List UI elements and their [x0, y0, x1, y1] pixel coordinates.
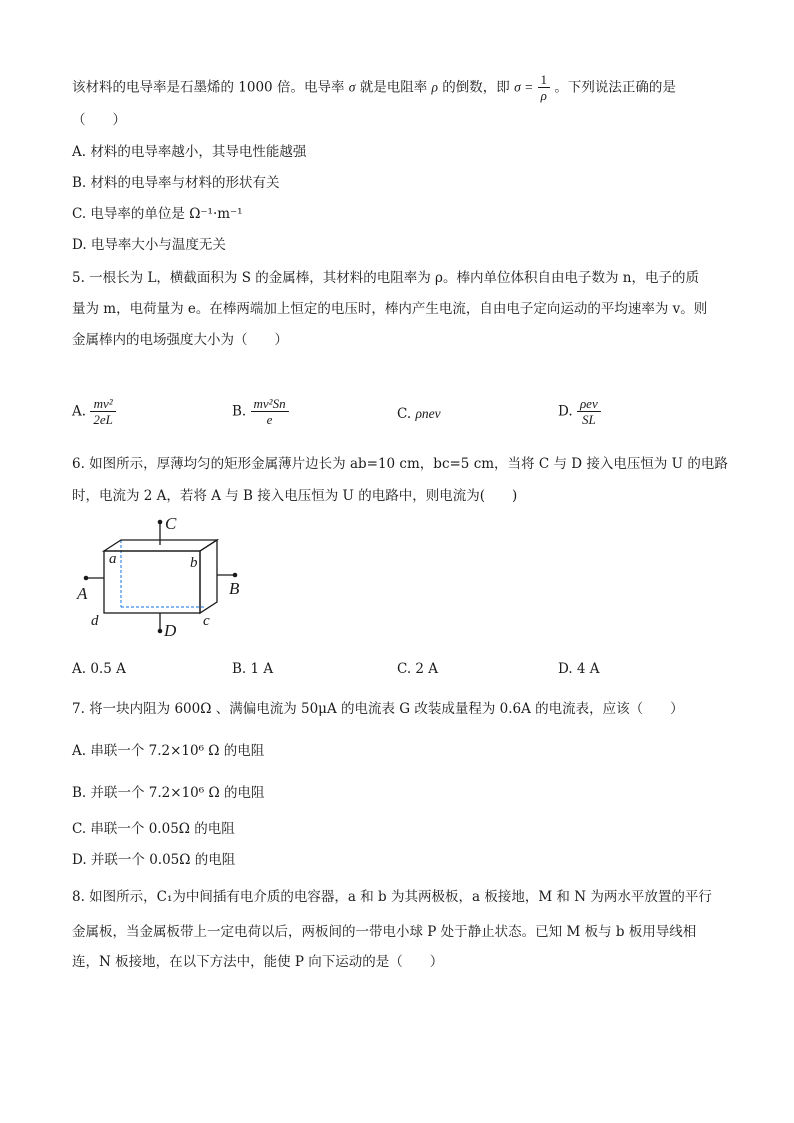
q4-sigma: σ [348, 79, 356, 95]
q4-formula-denominator: ρ [540, 88, 547, 103]
label-c: c [203, 613, 210, 629]
plate-front-face [104, 551, 200, 613]
label-B: B [229, 579, 240, 598]
q4-option-d[interactable]: D. 电导率大小与温度无关 [72, 237, 226, 253]
plate-right-face [200, 540, 217, 613]
q7-option-a[interactable]: A. 串联一个 7.2×10⁶ Ω 的电阻 [72, 743, 265, 759]
label-A: A [77, 584, 88, 603]
q5-option-d-numerator: ρev [577, 396, 601, 412]
q4-option-a[interactable]: A. 材料的电导率越小，其导电性能越强 [72, 144, 307, 160]
q6-option-b[interactable]: B. 1 A [232, 661, 274, 677]
q4-option-b[interactable]: B. 材料的电导率与材料的形状有关 [72, 175, 280, 191]
q6-option-d[interactable]: D. 4 A [558, 661, 600, 677]
label-C: C [165, 514, 177, 533]
q4-option-c[interactable]: C. 电导率的单位是 Ω⁻¹·m⁻¹ [72, 206, 243, 222]
q5-option-b-numerator: mv²Sn [251, 396, 289, 412]
label-d: d [91, 613, 99, 629]
q5-option-a-label: A. [72, 403, 87, 420]
q4-stem [72, 72, 676, 104]
q4-formula-numerator: 1 [538, 72, 551, 88]
q5-option-a-numerator: mv² [90, 396, 116, 412]
label-b: b [190, 555, 198, 571]
q5-stem-line3: 金属棒内的电场强度大小为（ ） [72, 332, 288, 348]
q5-option-d-fraction [577, 396, 601, 428]
terminal-d-dot [158, 629, 163, 634]
q6-option-c[interactable]: C. 2 A [397, 661, 439, 677]
q4-formula-fraction [538, 72, 551, 104]
q4-answer-blank: （ ） [72, 112, 126, 128]
q7-option-c[interactable]: C. 串联一个 0.05Ω 的电阻 [72, 821, 235, 837]
q5-option-c-text: ρnev [415, 406, 441, 421]
q7-option-d[interactable]: D. 并联一个 0.05Ω 的电阻 [72, 852, 236, 868]
q5-stem-line1: 5. 一根长为 L，横截面积为 S 的金属棒，其材料的电阻率为 ρ。棒内单位体积自由电子数为 n，电子的质 [72, 270, 699, 286]
q8-stem-line1: 8. 如图所示，C₁为中间插有电介质的电容器，a 和 b 为其两极板，a 板接地，M 和 N 为两水平放置的平行 [72, 889, 712, 905]
q4-stem-part1: 该材料的电导率是石墨烯的 1000 倍。电导率 [72, 79, 345, 96]
q5-stem-line2: 量为 m，电荷量为 e。在棒两端加上恒定的电压时，棒内产生电流，自由电子定向运动的平均速率为 v。则 [72, 301, 708, 317]
q5-option-d[interactable] [558, 396, 601, 428]
q5-option-b-fraction [251, 396, 289, 428]
q5-option-b-denominator: e [266, 412, 273, 427]
q4-rho: ρ [431, 79, 438, 95]
q8-stem-line3: 连，N 板接地，在以下方法中，能使 P 向下运动的是（ ） [72, 954, 444, 970]
q5-option-c[interactable] [397, 406, 441, 422]
terminal-c-dot [158, 520, 163, 525]
q6-option-a[interactable]: A. 0.5 A [72, 661, 126, 677]
q5-option-b-label: B. [232, 403, 247, 420]
q6-stem-line1: 6. 如图所示，厚薄均匀的矩形金属薄片边长为 ab=10 cm，bc=5 cm，当将 C 与 D 接入电压恒为 U 的电路 [72, 456, 728, 472]
q4-formula-lhs: σ = [514, 79, 534, 95]
label-D: D [164, 621, 177, 640]
q5-option-a-fraction [90, 396, 116, 428]
terminal-a-dot [84, 576, 89, 581]
q4-stem-part2: 就是电阻率 [359, 79, 428, 96]
label-a: a [109, 551, 117, 567]
q5-option-d-denominator: SL [581, 412, 596, 427]
q7-option-b[interactable]: B. 并联一个 7.2×10⁶ Ω 的电阻 [72, 785, 265, 801]
q5-option-a[interactable] [72, 396, 116, 428]
q4-stem-part3: 的倒数，即 [442, 79, 510, 96]
q5-option-d-label: D. [558, 403, 573, 420]
q6-stem-line2: 时，电流为 2 A，若将 A 与 B 接入电压恒为 U 的电路中，则电流为( ) [72, 488, 518, 504]
q7-stem: 7. 将一块内阻为 600Ω 、满偏电流为 50μA 的电流表 G 改装成量程为 0.6A 的电流表，应该（ ） [72, 701, 684, 717]
q8-stem-line2: 金属板，当金属板带上一定电荷以后，两板间的一带电小球 P 处于静止状态。已知 M 板与 b 板用导线相 [72, 924, 697, 940]
terminal-b-dot [233, 573, 238, 578]
q5-option-c-label: C. [397, 406, 412, 422]
q4-stem-part4: 。下列说法正确的是 [554, 79, 676, 96]
q5-option-a-denominator: 2eL [93, 412, 113, 427]
q5-option-b[interactable] [232, 396, 289, 428]
metal-plate-figure [72, 512, 252, 642]
